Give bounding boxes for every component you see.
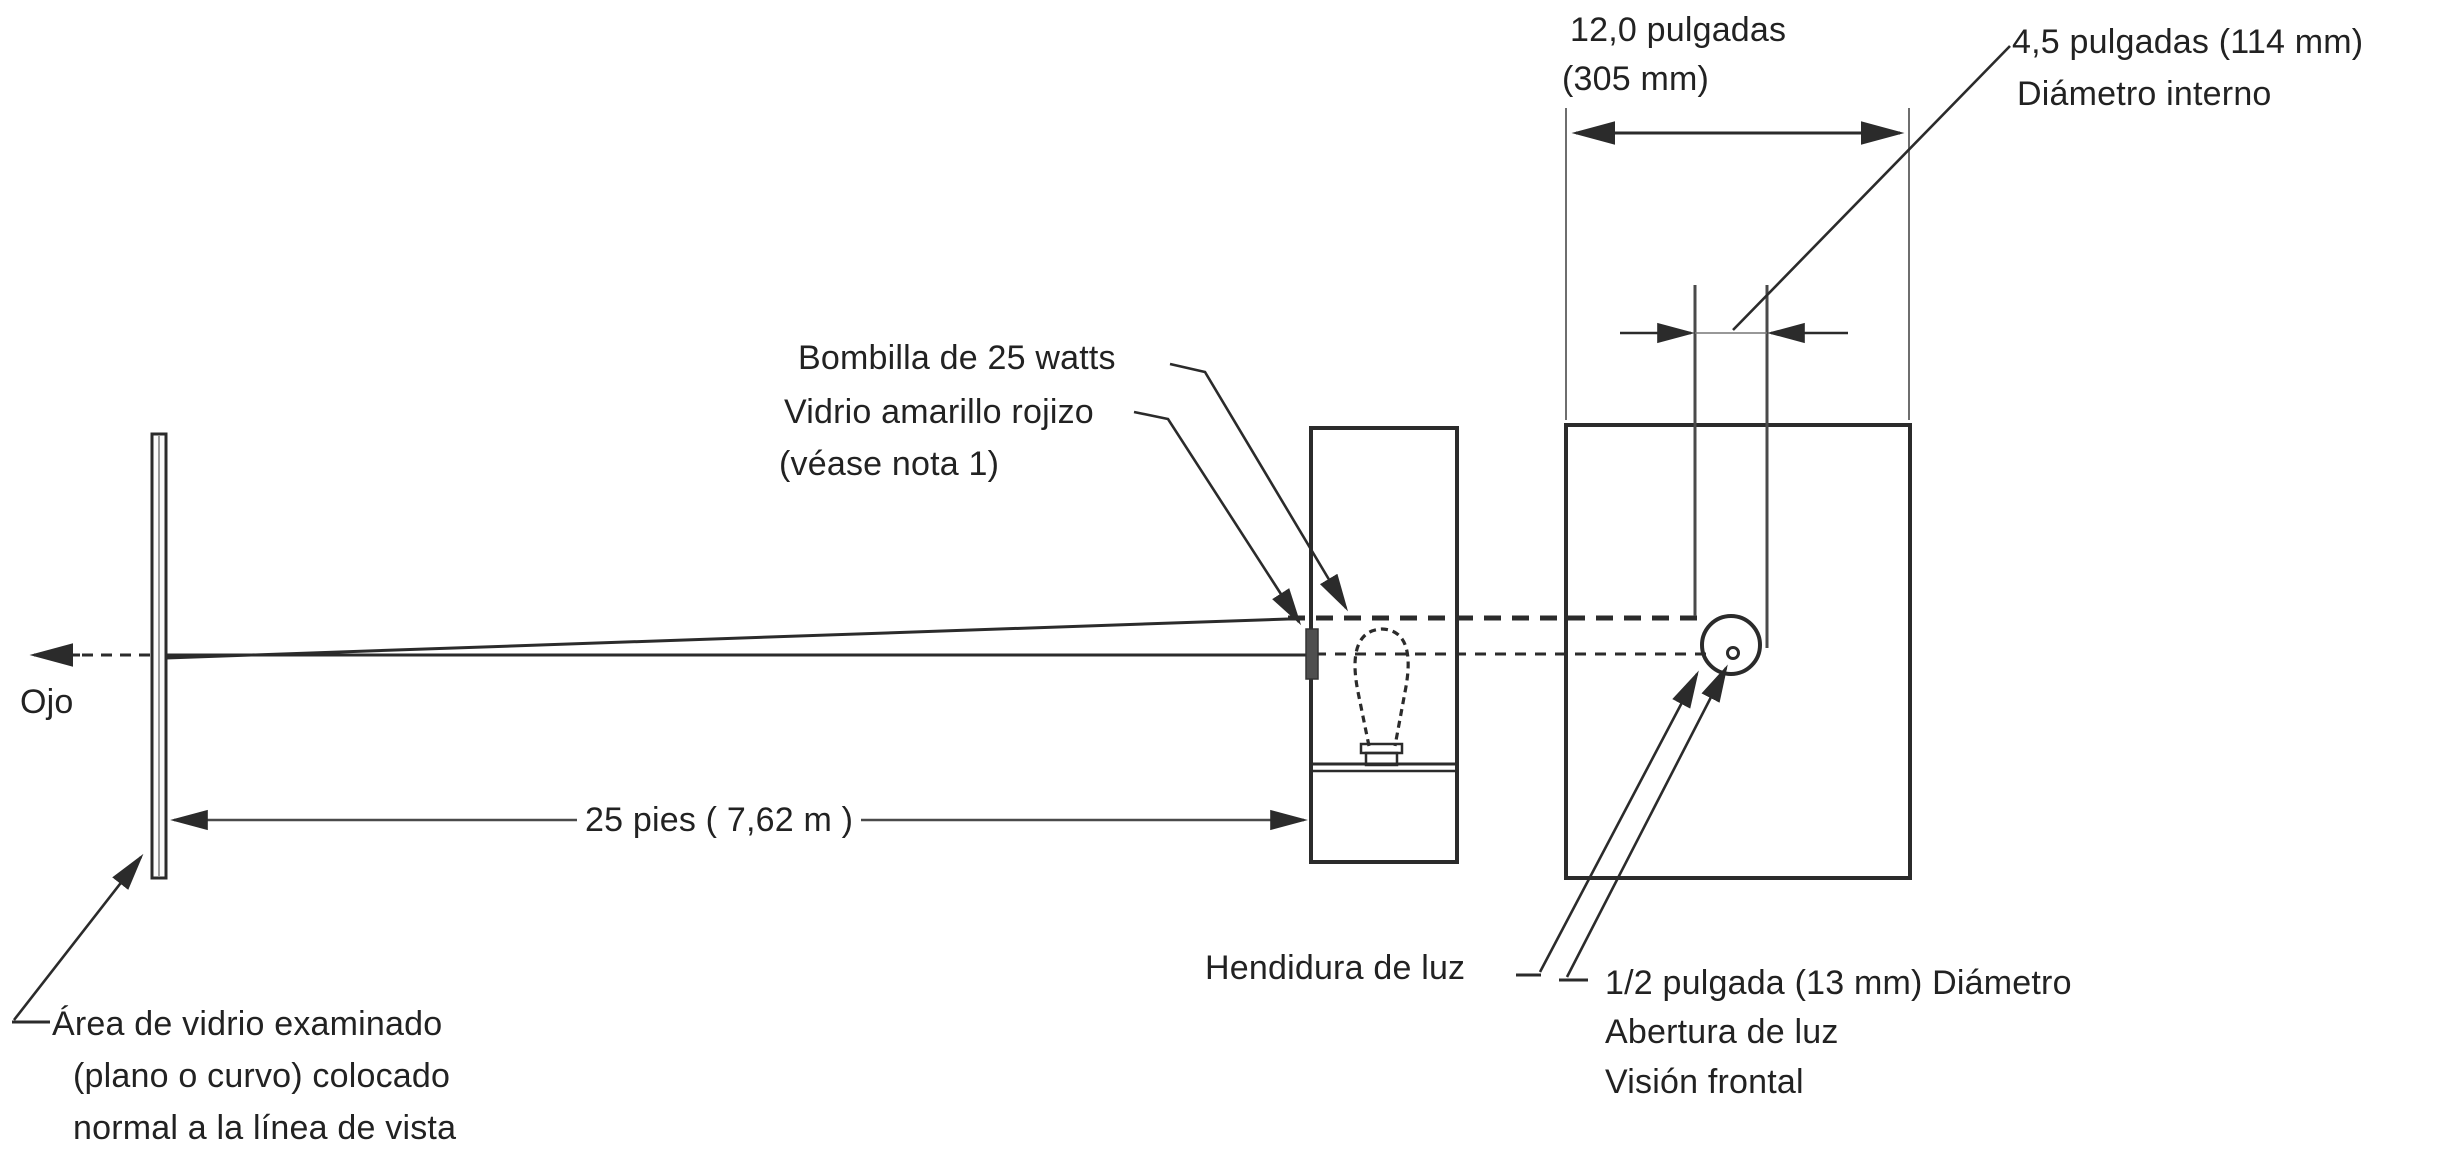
examined-area-leader [14,857,141,1020]
aperture-leader [1567,668,1726,977]
box-width-in-label: 12,0 pulgadas [1570,11,1787,49]
inner-diameter-label: 4,5 pulgadas (114 mm) [2012,23,2364,61]
inner-diameter-leader [1733,46,2010,330]
box-width-mm-label: (305 mm) [1562,60,1710,98]
filter-glass-chip [1306,629,1318,679]
eye-label: Ojo [20,683,74,721]
lamp-box [1311,428,1457,862]
filter-glass-label: Vidrio amarillo rojizo [784,393,1094,431]
light-slit-circle [1702,616,1760,674]
light-slit-label: Hendidura de luz [1205,949,1466,987]
light-slit-leader [1540,674,1697,972]
light-aperture-circle [1728,648,1739,659]
filter-glass-note-label: (véase nota 1) [779,445,1000,483]
bulb-outline [1355,629,1408,746]
sightline-diagonal [166,619,1288,658]
examined-area-label-line1: Área de vidrio examinado [52,1005,443,1043]
examined-area-label-line3: normal a la línea de vista [73,1109,457,1147]
examined-area-label-line2: (plano o curvo) colocado [73,1057,451,1095]
aperture-diameter-label: 1/2 pulgada (13 mm) Diámetro [1605,964,2072,1002]
bulb-label: Bombilla de 25 watts [798,339,1116,377]
bulb-leader [1170,364,1346,608]
front-view-caption: Visión frontal [1605,1063,1804,1101]
inner-diameter-caption-label: Diámetro interno [2017,75,2272,113]
aperture-label: Abertura de luz [1605,1013,1839,1051]
filter-glass-leader [1134,412,1299,622]
distance-label: 25 pies ( 7,62 m ) [577,800,861,840]
